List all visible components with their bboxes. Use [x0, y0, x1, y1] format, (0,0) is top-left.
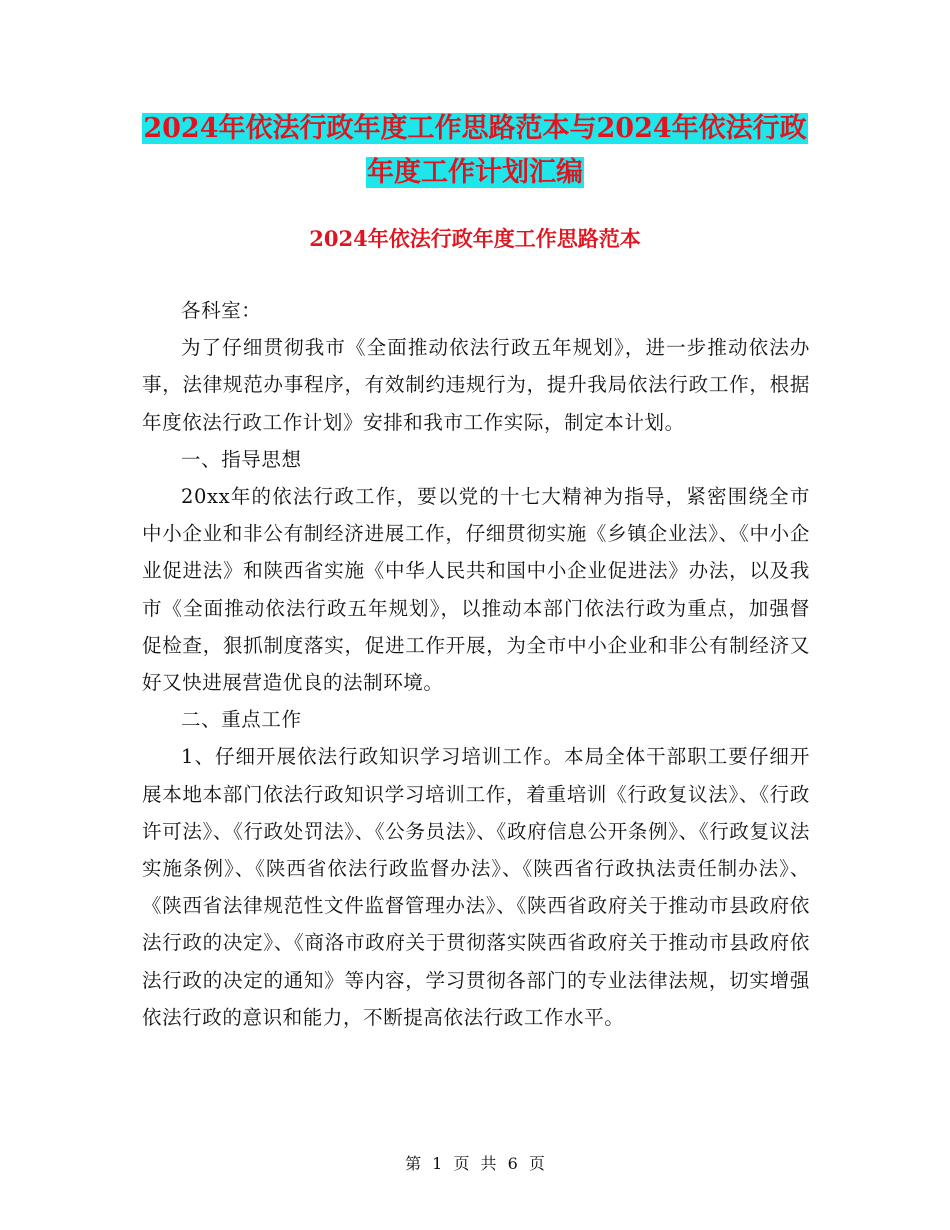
- section-subtitle: 2024年依法行政年度工作思路范本: [309, 226, 641, 251]
- heading-key-work: 二、重点工作: [181, 708, 302, 732]
- guiding-thought-paragraph: 20xx年的依法行政工作，要以党的十七大精神为指导，紧密围绕全市中小企业和非公有制经济进展工作，仔细贯彻实施《乡镇企业法》、《中小企业促进法》和陕西省实施《中华人民共和国中小企业促进法》办法，以及我市《全面推动依法行政五年规划》，以推动本部门依法行政为重点，加强督促检查，狠抓制度落实，促进工作开展，为全市中小企业和非公有制经济又好又快进展营造优良的法制环境。: [142, 485, 810, 695]
- document-body: [142, 292, 810, 1036]
- document-title-line-2: 年度工作计划汇编: [367, 157, 583, 188]
- key-work-item-1: 1、仔细开展依法行政知识学习培训工作。本局全体干部职工要仔细开展本地本部门依法行政知识学习培训工作，着重培训《行政复议法》、《行政许可法》、《行政处罚法》、《公务员法》、《政府信息公开条例》、《行政复议法实施条例》、《陕西省依法行政监督办法》、《陕西省行政执法责任制办法》、《陕西省法律规范性文件监督管理办法》、《陕西省政府关于推动市县政府依法行政的决定》、《商洛市政府关于贯彻落实陕西省政府关于推动市县政府依法行政的决定的通知》等内容，学习贯彻各部门的专业法律法规，切实增强依法行政的意识和能力，不断提高依法行政工作水平。: [142, 745, 810, 1029]
- heading-guiding-thought: 一、指导思想: [181, 447, 302, 471]
- intro-paragraph: 为了仔细贯彻我市《全面推动依法行政五年规划》，进一步推动依法办事，法律规范办事程序，有效制约违规行为，提升我局依法行政工作，根据年度依法行政工作计划》安排和我市工作实际，制定本计划。: [142, 336, 810, 434]
- page-number-footer: 第 1 页 共 6 页: [405, 1154, 545, 1173]
- salutation: 各科室：: [181, 299, 262, 322]
- document-title-line-1: 2024年依法行政年度工作思路范本与2024年依法行政: [143, 113, 807, 144]
